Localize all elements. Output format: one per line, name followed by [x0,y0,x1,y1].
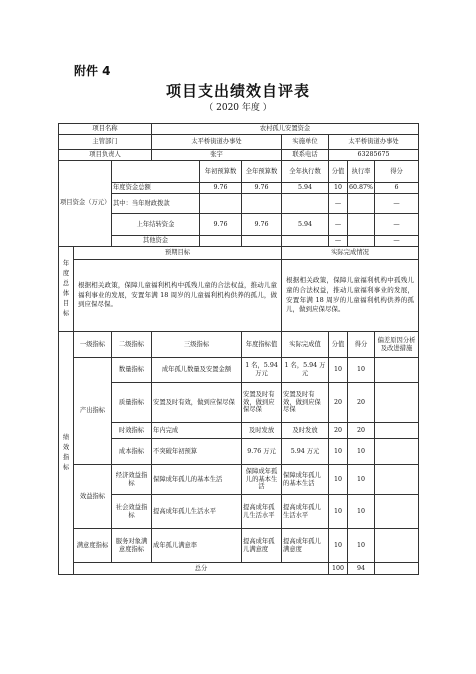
total-label: 总分 [74,563,329,575]
funds-row [59,236,419,247]
expected-goal-label: 预期目标 [74,247,282,260]
goals-row [59,260,419,332]
funds-cell: 5.94 [282,183,329,194]
indicator-target: 保障成年孤儿的基本生活 [242,465,282,495]
indicator-level2: 质量指标 [112,383,152,423]
indicator-row [59,358,419,383]
funds-cell [242,194,282,214]
indicator-target: 9.76 万元 [242,439,282,465]
funds-cell: 6 [375,183,419,194]
indicator-col-header: 实际完成值 [282,332,329,358]
indicator-score: 20 [348,423,375,439]
indicator-actual: 提高成年孤儿满意度 [282,529,329,563]
funds-cell: 9.76 [242,183,282,194]
indicator-level2: 社会效益指标 [112,495,152,529]
indicator-level3: 成年孤儿满意率 [152,529,242,563]
indicator-score-value: 20 [329,423,348,439]
indicator-col-header: 得分 [348,332,375,358]
indicator-actual: 提高成年孤儿生活水平 [282,495,329,529]
funds-cell: — [329,236,348,247]
indicator-col-header: 分值 [329,332,348,358]
funds-cell [200,236,242,247]
indicator-actual: 及时发放 [282,423,329,439]
indicator-level3: 提高成年孤儿生活水平 [152,495,242,529]
funds-cell: 9.76 [200,214,242,236]
indicator-level1: 效益指标 [74,465,112,529]
funds-cell: — [329,214,348,236]
indicator-remark [375,358,419,383]
goals-label: 年度总体目标 [59,247,74,332]
funds-label: 项目资金（万元） [59,161,112,247]
funds-header-row [59,161,419,183]
indicator-col-header: 二级指标 [112,332,152,358]
indicator-col-header: 一级指标 [74,332,112,358]
dept: 太平桥街道办事处 [152,135,282,150]
indicator-remark [375,439,419,465]
funds-col-header: 得分 [375,161,419,183]
goals-header-row [59,247,419,260]
indicator-actual: 5.94 万元 [282,439,329,465]
funds-col-header: 年初预算数 [200,161,242,183]
indicator-level2: 经济效益指标 [112,465,152,495]
funds-cell: — [375,194,419,214]
leader-label: 项目负责人 [59,150,152,161]
leader-row [59,150,419,161]
leader: 张宇 [152,150,282,161]
funds-cell [242,236,282,247]
total-score: 94 [348,563,375,575]
indicator-score: 10 [348,465,375,495]
indicator-level3: 不突破年初预算 [152,439,242,465]
funds-row [59,194,419,214]
indicator-target: 1 名，5.94 万元 [242,358,282,383]
funds-cell: 5.94 [282,214,329,236]
funds-cell [348,194,375,214]
indicator-level2: 数量指标 [112,358,152,383]
project-name-row [59,124,419,135]
funds-row [59,183,419,194]
funds-cell [348,236,375,247]
indicator-level1: 满意度指标 [74,529,112,563]
impl: 太平桥街道办事处 [329,135,419,150]
funds-cell: — [329,194,348,214]
phone-label: 联系电话 [282,150,329,161]
indicator-remark [375,465,419,495]
indicator-row [59,383,419,423]
funds-row-name: 年度资金总额 [112,183,200,194]
phone: 63285675 [329,150,419,161]
indicator-score-value: 10 [329,529,348,563]
indicator-score-value: 20 [329,383,348,423]
funds-col-header: 执行率 [348,161,375,183]
indicator-actual: 保障成年孤儿的基本生活 [282,465,329,495]
indicator-target: 提高成年孤儿生活水平 [242,495,282,529]
indicator-col-header: 三级指标 [152,332,242,358]
indicator-level2: 时效指标 [112,423,152,439]
indicator-score-value: 10 [329,358,348,383]
indicator-row [59,423,419,439]
indicator-target: 及时发放 [242,423,282,439]
indicator-level3: 年内完成 [152,423,242,439]
indicators-label: 绩效指标 [59,332,74,575]
funds-col-header: 全年执行数 [282,161,329,183]
year-label: （ 2020 年度 ） [204,103,272,113]
expected-goal-text: 根据相关政策，保障儿童福利机构中孤残儿童的合法权益，推动儿童福利事业的发展，安置年满 18 周岁的儿童福利机构供养的孤儿，做到应保尽保。 [74,260,282,332]
indicator-score-value: 10 [329,439,348,465]
dept-row [59,135,419,150]
attachment-label: 附件 4 [74,64,111,78]
funds-col-header: 全年预算数 [242,161,282,183]
funds-cell: — [375,214,419,236]
total-row [59,563,419,575]
impl-label: 实施单位 [282,135,329,150]
funds-col-header: 分值 [329,161,348,183]
indicator-level1: 产出指标 [74,358,112,465]
indicator-score: 10 [348,529,375,563]
funds-cell: — [375,236,419,247]
indicator-remark [375,529,419,563]
indicator-score-value: 10 [329,495,348,529]
funds-row [59,214,419,236]
indicator-row [59,439,419,465]
self-evaluation-table [58,123,419,575]
indicator-score: 10 [348,358,375,383]
indicator-score: 10 [348,495,375,529]
indicator-score-value: 10 [329,465,348,495]
indicator-remark [375,495,419,529]
indicator-target: 安置及时有效，做到应保尽保 [242,383,282,423]
indicator-col-header: 年度指标值 [242,332,282,358]
indicator-actual: 1 名，5.94 万元 [282,358,329,383]
funds-cell: 10 [329,183,348,194]
indicator-remark [375,423,419,439]
indicator-level2: 服务对象满意度指标 [112,529,152,563]
project-name-label: 项目名称 [59,124,152,135]
indicator-score: 20 [348,383,375,423]
funds-cell [348,214,375,236]
dept-label: 主管部门 [59,135,152,150]
indicator-row [59,529,419,563]
funds-cell: 9.76 [242,214,282,236]
funds-row-name: 上年结转资金 [112,214,200,236]
funds-row-name: 其中：当年财政拨款 [112,194,200,214]
indicator-score: 10 [348,439,375,465]
indicator-target: 提高成年孤儿满意度 [242,529,282,563]
indicator-remark [375,383,419,423]
funds-cell [200,194,242,214]
funds-cell [282,194,329,214]
indicator-level2: 成本指标 [112,439,152,465]
indicator-level3: 成年孤儿数量及安置金额 [152,358,242,383]
funds-cell: 9.76 [200,183,242,194]
funds-cell [282,236,329,247]
indicator-level3: 安置及时有效，做到应保尽保 [152,383,242,423]
funds-row-name: 其他资金 [112,236,200,247]
actual-result-label: 实际完成情况 [282,247,419,260]
page-title: 项目支出绩效自评表 [165,82,310,100]
indicator-col-header: 偏差原因分析及改进措施 [375,332,419,358]
actual-result-text: 根据相关政策，保障儿童福利机构中孤残儿童的合法权益，推动儿童福利事业的发展，安置年满 18 周岁的儿童福利机构供养的孤儿，做到应保尽保。 [282,260,419,332]
total-score-value: 100 [329,563,348,575]
indicator-actual: 安置及时有效，做到应保尽保 [282,383,329,423]
indicator-row [59,465,419,495]
indicator-header-row [59,332,419,358]
project-name: 农村孤儿安置资金 [152,124,419,135]
funds-cell: 60.87% [348,183,375,194]
indicator-row [59,495,419,529]
indicator-level3: 保障成年孤儿的基本生活 [152,465,242,495]
